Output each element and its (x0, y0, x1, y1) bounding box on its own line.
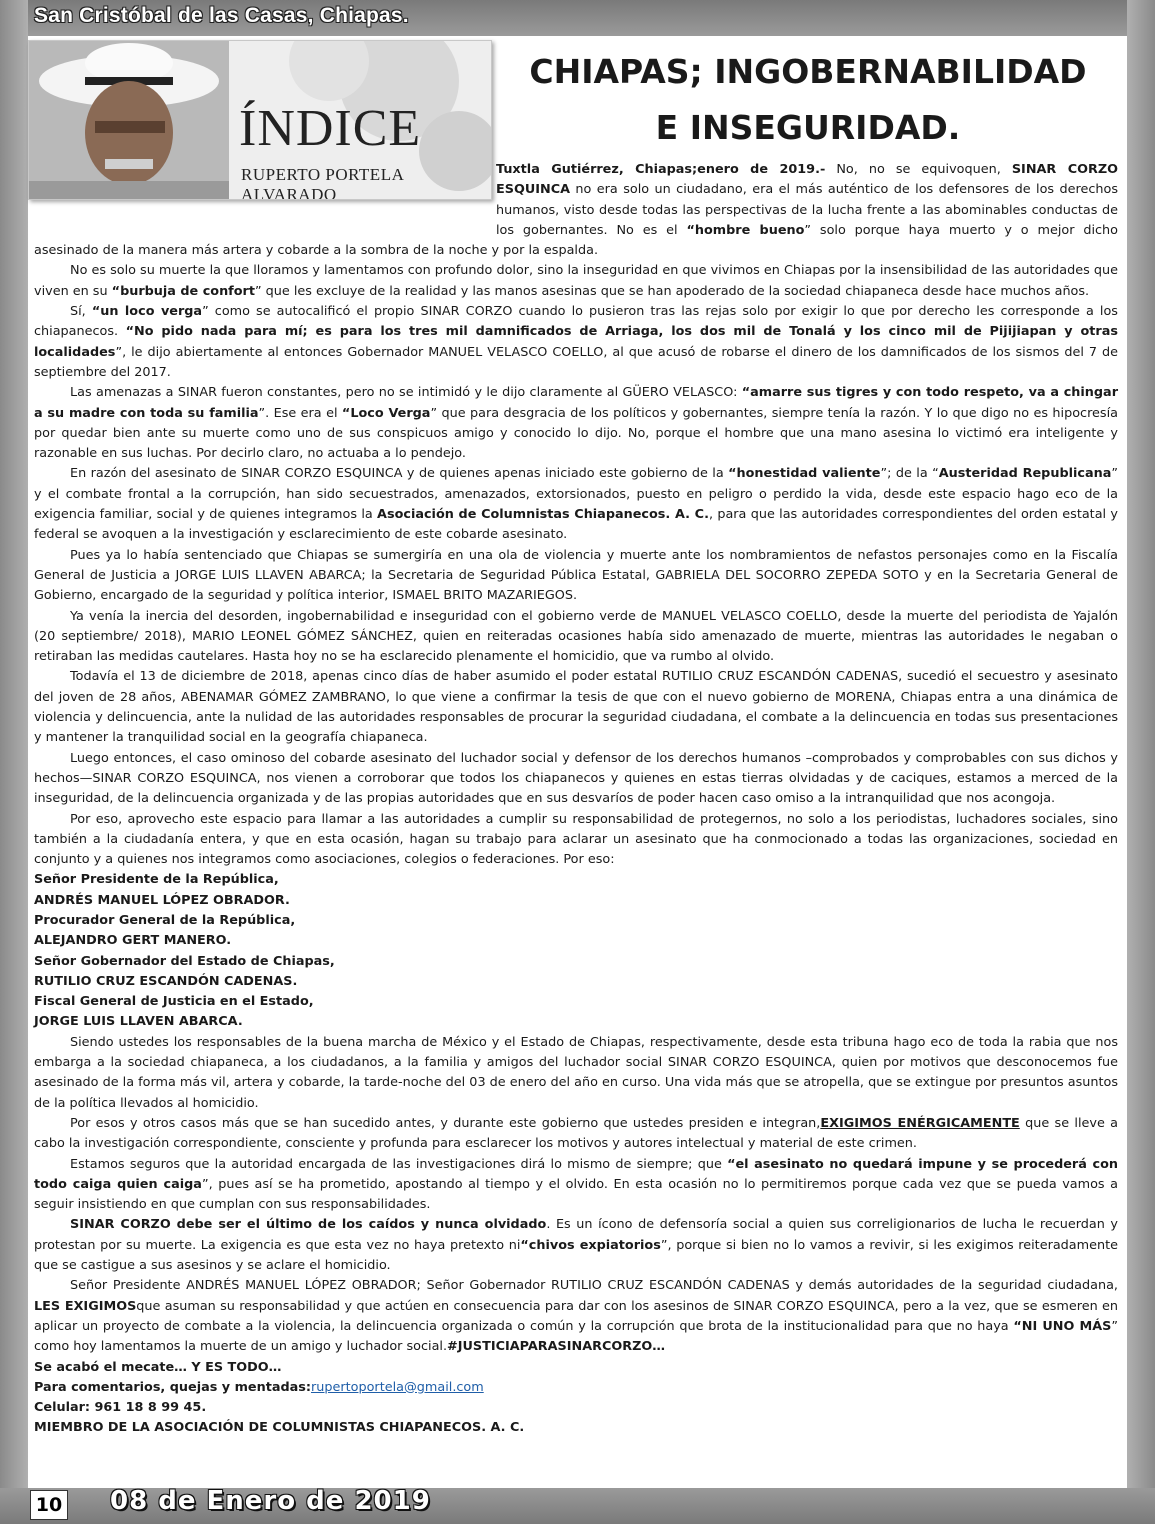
paragraph-1: Tuxtla Gutiérrez, Chiapas;enero de 2019.- No, no se equivoquen, SINAR CORZO ESQUINCA no era solo un ciudadano, era el más auténtico de los defensores de los derechos humanos, visto desde todas las perspectivas de la lucha frente a las abominables conductas de los gobernantes. No es el “hombre bueno” solo porque haya muerto y o mejor dicho asesinado de la manera más artera y cobarde a la sombra de la noche y por la espalda. (34, 162, 1119, 259)
paragraph-8: Todavía el 13 de diciembre de 2018, apenas cinco días de haber asumido el poder estatal RUTILIO CRUZ ESCANDÓN CADENAS, sucedió el secuestro y asesinato del joven de 28 años, ABENAMAR GÓMEZ ZAMBRANO, lo que viene a confirmar la tesis de que con el nuevo gobierno de MORENA, Chiapas entra a una dinámica de violencia y delincuencia, ante la nulidad de las autoridades responsables de procurar la seguridad ciudadana, el combate a la delincuencia en todas sus presentaciones y mantener la tranquilidad social en la geografía chiapaneca. (34, 669, 1118, 746)
logo-title: ÍNDICE (239, 100, 422, 157)
article-title-line-1: CHIAPAS; INGOBERNABILIDAD (529, 52, 1087, 91)
addressee-line: Señor Presidente de la República, (34, 872, 279, 888)
comments-line (34, 1378, 1118, 1398)
comments-label: Para comentarios, quejas y mentadas: (34, 1379, 311, 1395)
closing-line: Se acabó el mecate… Y ES TODO… (34, 1359, 282, 1375)
article-body (34, 160, 1118, 1439)
paragraph-2: No es solo su muerte la que lloramos y lamentamos con profundo dolor, sino la inseguridad en que vivimos en Chiapas por la insensibilidad de las autoridades que viven en su “burbuja de confort” que les excluye de la realidad y las manos asesinas que se han apoderado de la sociedad chiapaneca desde hace muchos años. (34, 263, 1118, 299)
email-link[interactable]: rupertoportela@gmail.com (311, 1379, 484, 1395)
paragraph-13: Estamos seguros que la autoridad encargada de las investigaciones dirá lo mismo de siempre; que “el asesinato no quedará impune y se procederá con todo caiga quien caiga”, pues así se ha prometido, apostando al tiempo y el olvido. En esta ocasión no lo permitiremos porque cada vez que se pueda vamos a seguir insistiendo en que cumplan con sus responsabilidades. (34, 1156, 1118, 1213)
paragraph-12: Por esos y otros casos más que se han sucedido antes, y durante este gobierno que ustedes presiden e integran,EXIGIMOS ENÉRGICAMENTE que se lleve a cabo la investigación correspondiente, consciente y profunda para esclarecer los motivos y autores intelectual y material de este crimen. (34, 1115, 1118, 1152)
right-frame-bar (1127, 0, 1155, 1524)
phone-line: Celular: 961 18 8 99 45. (34, 1400, 207, 1416)
logo-author: RUPERTO PORTELA ALVARADO (241, 165, 404, 200)
addressee-line: JORGE LUIS LLAVEN ABARCA. (34, 1014, 243, 1030)
paragraph-10: Por eso, aprovecho este espacio para llamar a las autoridades a cumplir su responsabilidad de protegernos, no solo a los periodistas, luchadores sociales, sino también a la ciudadanía entera, y que en esta ocasión, hagan su trabajo para aclarar un asesinato que ha conmocionado a todas las organizaciones, sociedad en conjunto y a quienes nos integramos como asociaciones, colegios o federaciones. Por eso: (34, 811, 1118, 868)
header-location: San Cristóbal de las Casas, Chiapas. (34, 4, 409, 27)
paragraph-9: Luego entonces, el caso ominoso del cobarde asesinato del luchador social y defensor de los derechos humanos –comprobados y comprobables con sus dichos y hechos—SINAR CORZO ESQUINCA, nos vienen a corroborar que todos los chiapanecos y quienes en estas tierras olvidadas y de caciques, estamos a merced de la inseguridad, de la delincuencia organizada y de las propias autoridades que en sus desvaríos de poder hacen caso omiso a la intranquilidad que nos acongoja. (34, 750, 1118, 807)
addressee-line: Fiscal General de Justicia en el Estado, (34, 994, 314, 1010)
footer-date: 08 de Enero de 2019 (110, 1486, 431, 1516)
paragraph-5: En razón del asesinato de SINAR CORZO ESQUINCA y de quienes apenas iniciado este gobierno de la “honestidad valiente”; de la “Austeridad Republicana” y el combate frontal a la corrupción, han sido secuestrados, amenazados, extorsionados, puesto en peligro o perdido la vida, desde este espacio hago eco de la exigencia familiar, social y de quienes integramos la Asociación de Columnistas Chiapanecos. A. C., para que las autoridades correspondientes del orden estatal y federal se avoquen a la investigación y esclarecimiento de este cobarde asesinato. (34, 466, 1118, 543)
addressee-line: ALEJANDRO GERT MANERO. (34, 933, 232, 949)
paragraph-6: Pues ya lo había sentenciado que Chiapas se sumergiría en una ola de violencia y muerte ante los nombramientos de nefastos personajes como en la Fiscalía General de Justicia a JORGE LUIS LLAVEN ABARCA; la Secretaria de Seguridad Pública Estatal, GABRIELA DEL SOCORRO ZEPEDA SOTO y en la Secretaria General de Gobierno, encargado de la seguridad y política interior, ISMAEL BRITO MAZARIEGOS. (34, 547, 1118, 604)
article-title (498, 44, 1118, 156)
paragraph-4: Las amenazas a SINAR fueron constantes, pero no se intimidó y le dijo claramente al GÜERO VELASCO: “amarre sus tigres y con todo respeto, va a chingar a su madre con toda su familia”. Ese era el “Loco Verga” que para desgracia de los políticos y gobernantes, siempre tenía la razón. Y lo que digo no es hipocresía por quedar bien ante su muerte como uno de sus conspicuos amigo y conocido lo dijo. No, porque el hombre que una mano asesina lo victimó era inteligente y razonable en sus luchas. Por decirlo claro, no actuaba a lo pendejo. (34, 385, 1118, 462)
dateline: Tuxtla Gutiérrez, Chiapas;enero de 2019.- (496, 162, 826, 177)
paragraph-3: Sí, “un loco verga” como se autocalificó el propio SINAR CORZO cuando lo pusieron tras las rejas solo por exigir lo que por derecho les corresponde a los chiapanecos. “No pido nada para mí; es para los tres mil damnificados de Arriaga, los dos mil de Tonalá y los cinco mil de Pijijiapan y otras localidades”, le dijo abiertamente al entonces Gobernador MANUEL VELASCO COELLO, al que acusó de robarse el dinero de los damnificados de los sismos del 7 de septiembre del 2017. (34, 304, 1118, 380)
addressee-line: RUTILIO CRUZ ESCANDÓN CADENAS. (34, 973, 298, 989)
addressee-line: Procurador General de la República, (34, 912, 296, 928)
paragraph-7: Ya venía la inercia del desorden, ingobernabilidad e inseguridad con el gobierno verde de MANUEL VELASCO COELLO, desde la muerte del periodista de Yajalón (20 septiembre/ 2018), MARIO LEONEL GÓMEZ SÁNCHEZ, quien en reiteradas ocasiones había sido amenazado de muerte, mientras las autoridades le negaban o retiraban las medidas cautelares. Hasta hoy no se ha esclarecido plenamente el homicidio, que va rumbo al olvido. (34, 608, 1118, 665)
left-frame-bar (0, 0, 28, 1524)
addressee-line: Señor Gobernador del Estado de Chiapas, (34, 953, 335, 969)
paragraph-15: Señor Presidente ANDRÉS MANUEL LÓPEZ OBRADOR; Señor Gobernador RUTILIO CRUZ ESCANDÓN CADENAS y demás autoridades de la seguridad ciudadana, LES EXIGIMOSque asuman su responsabilidad y que actúen en consecuencia para dar con los asesinos de SINAR CORZO ESQUINCA, pero a la vez, que se esmeren en aplicar un proyecto de combate a la violencia, la delincuencia organizada o común y la corrupción que brota de la institucionalidad para que no haya “NI UNO MÁS” como hoy lamentamos la muerte de un amigo y luchador social.#JUSTICIAPARASINARCORZO… (34, 1278, 1118, 1355)
paragraph-14: SINAR CORZO debe ser el último de los caídos y nunca olvidado. Es un ícono de defensoría social a quien sus correligionarios de lucha le recuerdan y protestan por su muerte. La exigencia es que esta vez no haya pretexto ni“chivos expiatorios”, porque si bien no lo vamos a revivir, si les exigimos reiteradamente que se castigue a sus asesinos y se aclare el homicidio. (34, 1217, 1119, 1274)
article-title-line-2: E INSEGURIDAD. (655, 108, 961, 147)
addressee-line: ANDRÉS MANUEL LÓPEZ OBRADOR. (34, 892, 290, 908)
addressee-list (34, 870, 1118, 1032)
page-content (28, 36, 1127, 1488)
membership-line: MIEMBRO DE LA ASOCIACIÓN DE COLUMNISTAS CHIAPANECOS. A. C. (34, 1420, 525, 1436)
paragraph-11: Siendo ustedes los responsables de la buena marcha de México y el Estado de Chiapas, respectivamente, desde esta tribuna hago eco de toda la rabia que nos embarga a la sociedad chiapaneca, a los ciudadanos, a la familia y amigos del luchador social SINAR CORZO ESQUINCA, quien por motivos que desconocemos fue asesinado de la forma más vil, artera y cobarde, la tarde-noche del 03 de enero del año en curso. Una vida más que se atropella, que se extingue por presuntos asuntos de la política llevados al homicidio. (34, 1034, 1118, 1111)
page-number: 10 (30, 1490, 68, 1520)
